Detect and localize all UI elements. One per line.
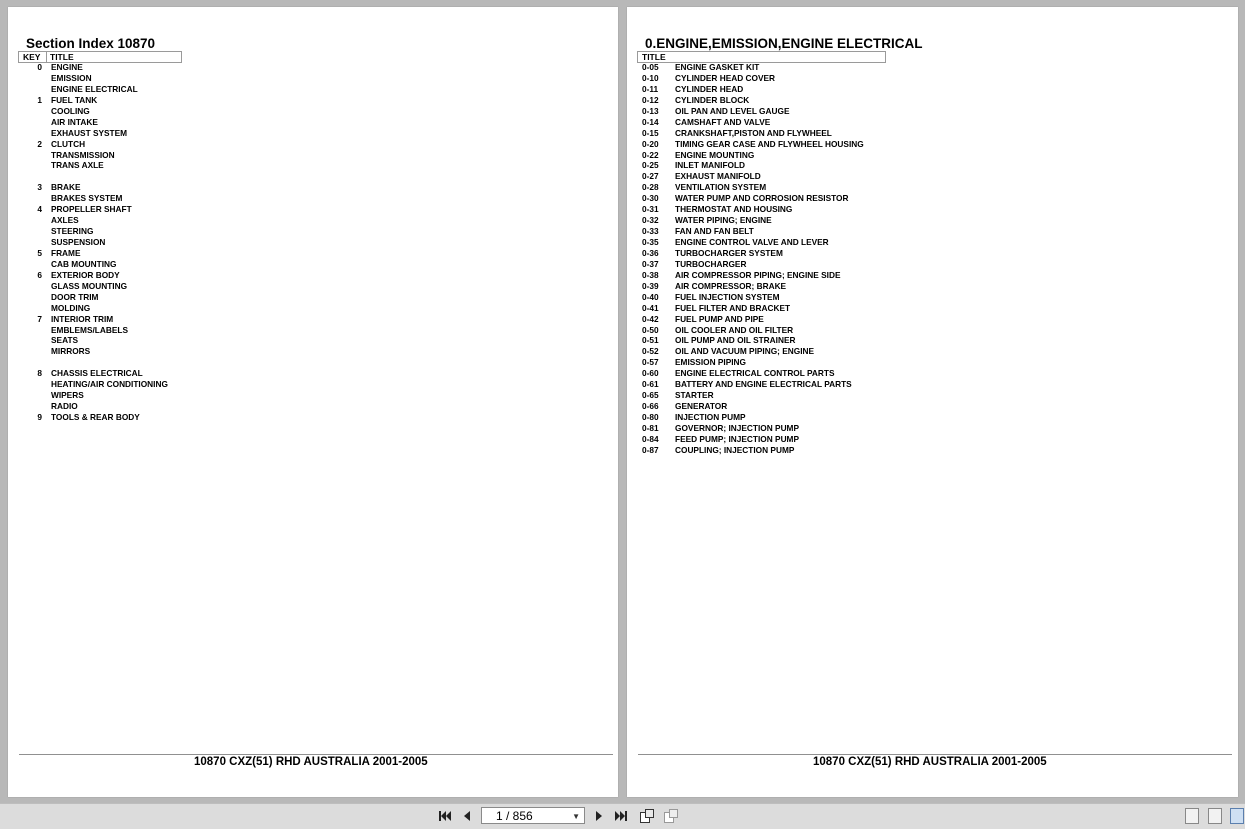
- item-title: CYLINDER HEAD COVER: [675, 72, 776, 83]
- item-title: BRAKE: [51, 182, 81, 193]
- item-title: HEATING/AIR CONDITIONING: [51, 379, 168, 390]
- item-title: ENGINE CONTROL VALVE AND LEVER: [675, 237, 829, 247]
- item-key: 0-20: [642, 138, 659, 149]
- item-title: EMISSION: [51, 72, 92, 83]
- item-title: AIR COMPRESSOR PIPING; ENGINE SIDE: [675, 269, 841, 280]
- item-title: FUEL TANK: [51, 94, 98, 105]
- item-title: EXTERIOR BODY: [51, 269, 120, 280]
- item-key: 8: [37, 368, 42, 379]
- item-title: FEED PUMP; INJECTION PUMP: [675, 433, 800, 444]
- item-title: RADIO: [51, 401, 78, 412]
- item-title: TIMING GEAR CASE AND FLYWHEEL HOUSING: [675, 138, 864, 149]
- item-key: 0-11: [642, 83, 659, 94]
- item-key: 0-35: [642, 237, 659, 247]
- left-page: [8, 7, 618, 797]
- item-key: 0-28: [642, 182, 659, 193]
- first-page-icon[interactable]: [437, 808, 453, 824]
- item-key: 0-66: [642, 401, 659, 412]
- item-title: OIL PAN AND LEVEL GAUGE: [675, 105, 790, 116]
- item-key: 0-12: [642, 94, 659, 105]
- item-key: 0-42: [642, 313, 659, 324]
- item-title: CYLINDER HEAD: [675, 83, 744, 94]
- item-key: 0-13: [642, 105, 659, 116]
- item-key: 0-57: [642, 357, 659, 368]
- item-title: CRANKSHAFT,PISTON AND FLYWHEEL: [675, 127, 832, 138]
- item-title: FUEL PUMP AND PIPE: [675, 313, 764, 324]
- item-key: 0-40: [642, 291, 659, 302]
- item-key: 0-80: [642, 412, 659, 422]
- item-key: 7: [37, 313, 42, 324]
- item-title: TURBOCHARGER: [675, 258, 747, 269]
- item-title: FUEL INJECTION SYSTEM: [675, 291, 780, 302]
- viewer-toolbar: [0, 803, 1245, 829]
- item-title: EMISSION PIPING: [675, 357, 746, 368]
- footer-rule: [638, 754, 1232, 755]
- item-key: 0-52: [642, 346, 659, 357]
- title-column-header: TITLE: [642, 52, 666, 62]
- item-title: COUPLING; INJECTION PUMP: [675, 444, 795, 455]
- item-key: 6: [37, 269, 42, 280]
- item-title: FAN AND FAN BELT: [675, 226, 754, 237]
- item-title: CLUTCH: [51, 138, 86, 149]
- item-key: 0-14: [642, 116, 659, 127]
- item-key: 1: [37, 94, 42, 105]
- rotate-icon[interactable]: [639, 808, 655, 824]
- item-key: 0-27: [642, 171, 659, 182]
- item-key: 0-30: [642, 193, 659, 204]
- prev-page-icon[interactable]: [459, 808, 475, 824]
- item-title: ENGINE: [51, 62, 83, 72]
- item-title: THERMOSTAT AND HOUSING: [675, 204, 793, 215]
- item-title: TRANS AXLE: [51, 160, 104, 171]
- page-number-input[interactable]: [481, 807, 585, 824]
- single-page-view-icon[interactable]: [1185, 808, 1199, 824]
- item-key: 0-31: [642, 204, 659, 215]
- item-key: 0: [37, 62, 42, 72]
- item-title: TOOLS & REAR BODY: [51, 412, 140, 422]
- item-key: 0-60: [642, 368, 659, 379]
- item-title: COOLING: [51, 105, 90, 116]
- fit-icon[interactable]: [663, 808, 679, 824]
- item-key: 0-10: [642, 72, 659, 83]
- item-key: 0-50: [642, 324, 659, 335]
- item-key: 0-33: [642, 226, 659, 237]
- item-key: 0-32: [642, 215, 659, 226]
- item-title: EXHAUST MANIFOLD: [675, 171, 761, 182]
- page-footer: 10870 CXZ(51) RHD AUSTRALIA 2001-2005: [194, 756, 428, 768]
- title-column-header: TITLE: [50, 52, 74, 62]
- item-title: OIL COOLER AND OIL FILTER: [675, 324, 794, 335]
- item-key: 0-81: [642, 422, 659, 433]
- item-key: 0-25: [642, 160, 659, 171]
- item-title: WIPERS: [51, 390, 84, 401]
- item-title: MIRRORS: [51, 346, 91, 357]
- last-page-icon[interactable]: [613, 808, 629, 824]
- item-title: AIR COMPRESSOR; BRAKE: [675, 280, 787, 291]
- item-title: GOVERNOR; INJECTION PUMP: [675, 422, 800, 433]
- item-title: OIL PUMP AND OIL STRAINER: [675, 335, 796, 346]
- item-title: TRANSMISSION: [51, 149, 115, 160]
- item-title: WATER PIPING; ENGINE: [675, 215, 772, 226]
- item-title: SUSPENSION: [51, 237, 106, 247]
- item-title: PROPELLER SHAFT: [51, 204, 132, 215]
- item-title: OIL AND VACUUM PIPING; ENGINE: [675, 346, 815, 357]
- item-title: CAMSHAFT AND VALVE: [675, 116, 771, 127]
- section-index-title: Section Index 10870: [26, 36, 156, 51]
- item-title: EXHAUST SYSTEM: [51, 127, 128, 138]
- page-footer: 10870 CXZ(51) RHD AUSTRALIA 2001-2005: [813, 756, 1047, 768]
- item-key: 0-84: [642, 433, 659, 444]
- item-title: STEERING: [51, 226, 94, 237]
- page-indicator: 1 / 856: [496, 809, 533, 823]
- item-key: 0-39: [642, 280, 659, 291]
- key-column-header: KEY: [23, 52, 41, 62]
- item-title: INTERIOR TRIM: [51, 313, 114, 324]
- item-title: INLET MANIFOLD: [675, 160, 746, 171]
- item-key: 0-22: [642, 149, 659, 160]
- item-key: 5: [37, 247, 42, 258]
- index-table-header: [18, 51, 182, 63]
- item-title: EMBLEMS/LABELS: [51, 324, 128, 335]
- item-title: AIR INTAKE: [51, 116, 98, 127]
- item-key: 0-61: [642, 379, 659, 390]
- item-key: 4: [37, 204, 42, 215]
- item-key: 0-51: [642, 335, 659, 346]
- item-title: SEATS: [51, 335, 79, 346]
- item-key: 0-65: [642, 390, 659, 401]
- header-divider: [46, 52, 47, 62]
- chevron-down-icon[interactable]: ▼: [572, 812, 580, 821]
- item-key: 0-41: [642, 302, 659, 313]
- item-title: GENERATOR: [675, 401, 728, 412]
- footer-rule: [19, 754, 613, 755]
- item-title: GLASS MOUNTING: [51, 280, 128, 291]
- item-key: 0-36: [642, 247, 659, 258]
- group-title: 0.ENGINE,EMISSION,ENGINE ELECTRICAL: [645, 36, 923, 51]
- item-title: DOOR TRIM: [51, 291, 99, 302]
- item-title: CAB MOUNTING: [51, 258, 117, 269]
- item-title: VENTILATION SYSTEM: [675, 182, 767, 193]
- item-title: ENGINE GASKET KIT: [675, 62, 760, 72]
- item-title: ENGINE MOUNTING: [675, 149, 755, 160]
- item-title: STARTER: [675, 390, 714, 401]
- item-title: ENGINE ELECTRICAL: [51, 83, 138, 94]
- two-page-view-icon[interactable]: [1230, 808, 1244, 824]
- item-key: 0-87: [642, 444, 659, 455]
- item-title: FRAME: [51, 247, 81, 258]
- item-title: MOLDING: [51, 302, 91, 313]
- item-key: 0-05: [642, 62, 659, 72]
- item-key: 2: [37, 138, 42, 149]
- item-title: CYLINDER BLOCK: [675, 94, 750, 105]
- item-key: 0-37: [642, 258, 659, 269]
- item-title: INJECTION PUMP: [675, 412, 746, 422]
- item-key: 3: [37, 182, 42, 193]
- item-title: ENGINE ELECTRICAL CONTROL PARTS: [675, 368, 835, 379]
- item-title: CHASSIS ELECTRICAL: [51, 368, 143, 379]
- item-title: TURBOCHARGER SYSTEM: [675, 247, 783, 258]
- item-title: FUEL FILTER AND BRACKET: [675, 302, 791, 313]
- item-title: BRAKES SYSTEM: [51, 193, 123, 204]
- item-title: WATER PUMP AND CORROSION RESISTOR: [675, 193, 849, 204]
- item-title: AXLES: [51, 215, 79, 226]
- item-key: 9: [37, 412, 42, 422]
- item-key: 0-38: [642, 269, 659, 280]
- item-title: BATTERY AND ENGINE ELECTRICAL PARTS: [675, 379, 852, 390]
- continuous-view-icon[interactable]: [1208, 808, 1222, 824]
- right-page: [627, 7, 1238, 797]
- next-page-icon[interactable]: [591, 808, 607, 824]
- item-key: 0-15: [642, 127, 659, 138]
